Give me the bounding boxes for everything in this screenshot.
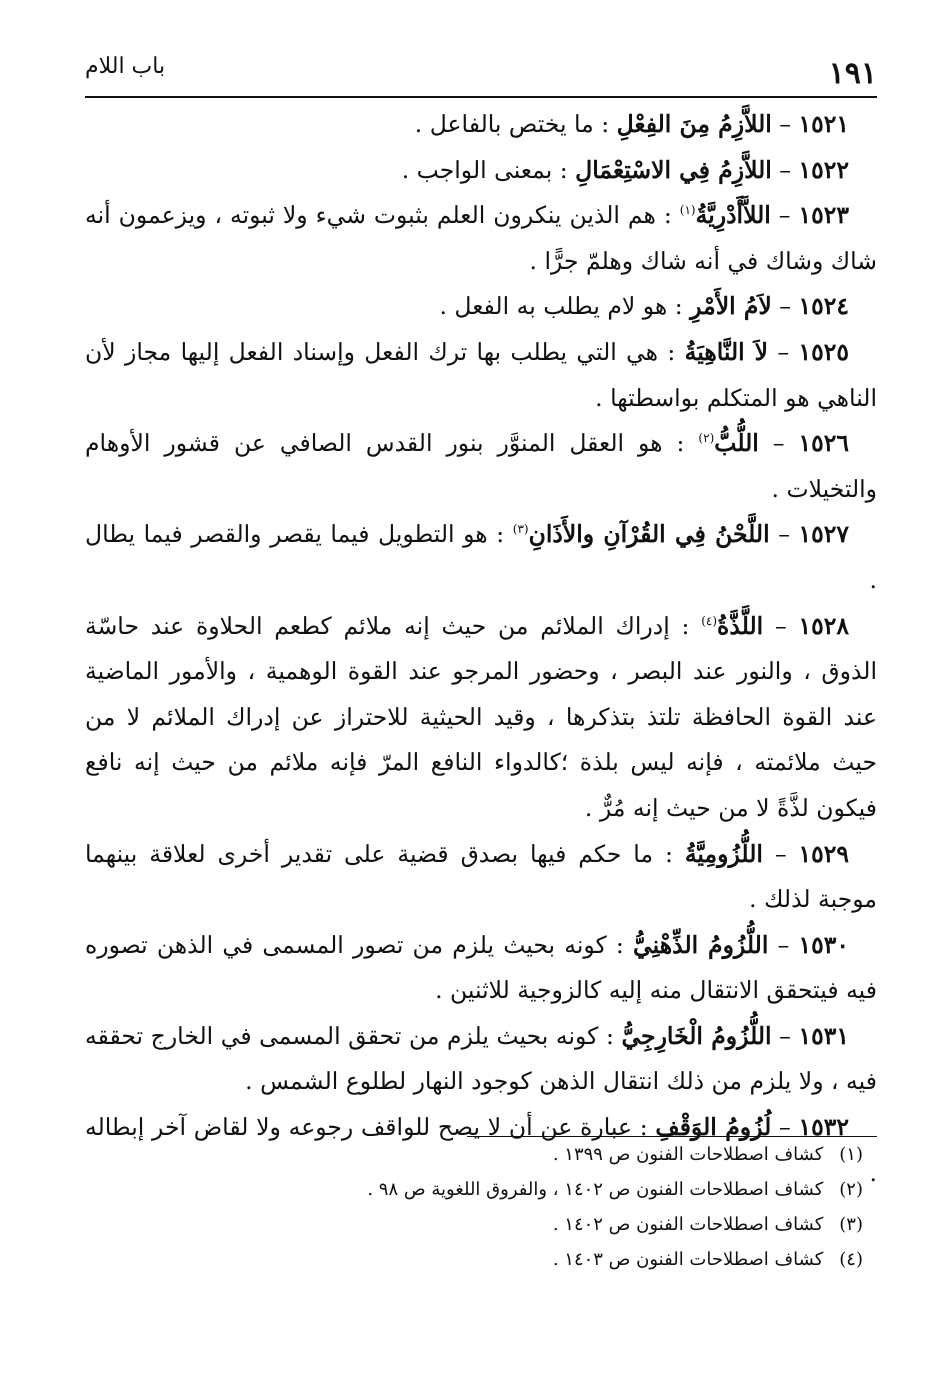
entry-1531: ١٥٣١ – اللُّزُومُ الْخَارِجِيُّ : كونه بحيث يلزم من تحقق المسمى في الخارج تحققه فيه ، ولا يلزم من ذلك انتقال الذهن كوجود النهار لطلوع الشمس .	[85, 1021, 877, 1096]
entry-number: ١٥٢٨	[798, 611, 849, 640]
entry-term: لاَمُ الأَمْرِ	[690, 292, 772, 321]
entry-term: اللاَّزِمُ فِي الاسْتِعْمَالِ	[575, 155, 772, 184]
entry-number: ١٥٢٣	[798, 201, 849, 230]
entry-term: اللَّذَّةُ	[717, 611, 764, 640]
entries-list	[85, 102, 877, 1196]
entry-1530: ١٥٣٠ – اللُّزُومُ الذِّهْنِيُّ : كونه بحيث يلزم من تصور المسمى في الذهن تصوره فيه فيتحقق الانتقال منه إليه كالزوجية للاثنين .	[85, 930, 877, 1005]
footnote-text: كشاف اصطلاحات الفنون ص ١٤٠٢ ، والفروق اللغوية ص ٩٨ .	[367, 1179, 824, 1200]
footnote-mark: (٣)	[839, 1214, 863, 1235]
footnote-text: كشاف اصطلاحات الفنون ص ١٤٠٣ .	[552, 1249, 824, 1270]
footnote-mark: (١)	[839, 1144, 863, 1165]
entry-term: اللُّبُّ	[714, 429, 759, 458]
entry-term: اللُّزُومُ الذِّهْنِيُّ	[633, 930, 769, 959]
footnote-ref[interactable]: (٢)	[698, 431, 715, 446]
entry-definition: : عبارة عن أن لا يصح للواقف رجوعه ولا لقاض آخر إبطاله .	[85, 1113, 877, 1187]
entry-number: ١٥٣٠	[798, 930, 849, 959]
entry-definition: : كونه بحيث يلزم من تصور المسمى في الذهن تصوره فيه فيتحقق الانتقال منه إليه كالزوجية للاثنين .	[85, 930, 877, 1005]
entry-1521: ١٥٢١ – اللاَّزِمُ مِنَ الفِعْلِ : ما يختص بالفاعل .	[414, 110, 849, 138]
entry-1523: ١٥٢٣ – اللاَّأَدْرِيَّةُ$^{(١)}$ : هم الذين ينكرون العلم بثبوت شيء ولا ثبوته ، ويزعمون أنه شاك وشاك في أنه شاك وهلمّ جرًّا .	[85, 201, 877, 275]
entry-definition: : هي التي يطلب بها ترك الفعل وإسناد الفعل إليها مجاز لأن الناهي هو المتكلم بواسطتها .	[85, 337, 877, 412]
entry-definition: : هو العقل المنوَّر بنور القدس الصافي عن قشور الأوهام والتخيلات .	[85, 429, 877, 503]
footnote-mark: (٤)	[839, 1249, 863, 1270]
footnote-text: كشاف اصطلاحات الفنون ص ١٤٠٢ .	[552, 1214, 824, 1235]
entry-number: ١٥٢٤	[798, 292, 849, 321]
entry-number: ١٥٢٧	[798, 520, 850, 549]
entry-1525: ١٥٢٥ – لاَ النَّاهِيَةُ : هي التي يطلب بها ترك الفعل وإسناد الفعل إليها مجاز لأن الناهي هو المتكلم بواسطتها .	[85, 337, 877, 412]
chapter-title: باب اللام	[85, 54, 166, 79]
entry-number: ١٥٣١	[798, 1021, 849, 1050]
entry-term: اللَّحْنُ فِي القُرْآنِ والأَذَانِ	[528, 520, 770, 549]
entry-term: اللاَّأَدْرِيَّةُ	[695, 201, 771, 230]
running-header	[85, 40, 877, 98]
entry-1526: ١٥٢٦ – اللُّبُّ$^{(٢)}$ : هو العقل المنوَّر بنور القدس الصافي عن قشور الأوهام والتخيلات .	[85, 429, 877, 503]
footnote-1	[85, 1137, 877, 1172]
entry-number: ١٥٢٦	[798, 429, 849, 458]
entry-number: ١٥٢٢	[798, 155, 849, 184]
entry-term: لُزُومُ الوَقْفِ	[655, 1113, 772, 1142]
page-number: ١٩١	[828, 56, 877, 91]
footnote-ref[interactable]: (٤)	[701, 613, 718, 628]
footnote-3	[85, 1207, 877, 1242]
page	[85, 40, 877, 1196]
footnote-ref[interactable]: (٣)	[512, 522, 529, 537]
entry-definition: : هو لام يطلب به الفعل .	[439, 292, 683, 321]
footnote-text: كشاف اصطلاحات الفنون ص ١٣٩٩ .	[552, 1144, 824, 1165]
footnote-mark: (٢)	[839, 1179, 863, 1200]
entry-number: ١٥٣٢	[798, 1113, 849, 1142]
entry-1522: ١٥٢٢ – اللاَّزِمُ فِي الاسْتِعْمَالِ : بمعنى الواجب .	[401, 155, 849, 184]
footnote-2	[85, 1172, 877, 1207]
entry-definition: : هو التطويل فيما يقصر والقصر فيما يطال .	[85, 520, 877, 594]
entry-term: اللُّزُومِيَّةُ	[684, 839, 763, 868]
entry-number: ١٥٢١	[798, 110, 849, 138]
entry-1529: ١٥٢٩ – اللُّزُومِيَّةُ : ما حكم فيها بصدق قضية على تقدير أخرى لعلاقة بينهما موجبة لذلك .	[85, 839, 877, 914]
entry-number: ١٥٢٥	[798, 337, 849, 366]
entry-definition: : ما حكم فيها بصدق قضية على تقدير أخرى لعلاقة بينهما موجبة لذلك .	[85, 839, 877, 914]
entry-1532: ١٥٣٢ – لُزُومُ الوَقْفِ : عبارة عن أن لا يصح للواقف رجوعه ولا لقاض آخر إبطاله .	[85, 1113, 877, 1187]
entry-definition: : هم الذين ينكرون العلم بثبوت شيء ولا ثبوته ، ويزعمون أنه شاك وشاك في أنه شاك وهلمّ جرًّا .	[85, 201, 877, 275]
entry-term: اللاَّزِمُ مِنَ الفِعْلِ	[616, 110, 772, 138]
entry-definition: : إدراك الملائم من حيث إنه ملائم كطعم الحلاوة عند حاسّة الذوق ، والنور عند البصر ، وحضور المرجو عند القوة الوهمية ، والأمور الماضية عند القوة الحافظة تلتذ بتذكرها ، وقيد الحيثية للاحتراز عن إدراك الملائم لا من حيث ملائمته ، فإنه ليس بلذة ؛كالدواء النافع المرّ فإنه ملائم من حيث إنه نافع فيكون لذَّةً لا من حيث إنه مُرٌّ .	[85, 611, 877, 822]
footnotes-section	[85, 1136, 877, 1277]
entry-1527: ١٥٢٧ – اللَّحْنُ فِي القُرْآنِ والأَذَانِ$^{(٣)}$ : هو التطويل فيما يقصر والقصر فيما يطال .	[85, 520, 877, 594]
footnote-4	[85, 1242, 877, 1277]
entry-1524: ١٥٢٤ – لاَمُ الأَمْرِ : هو لام يطلب به الفعل .	[439, 292, 849, 321]
entry-definition: : بمعنى الواجب .	[401, 155, 568, 184]
entry-term: لاَ النَّاهِيَةُ	[684, 337, 769, 366]
entry-definition: : ما يختص بالفاعل .	[414, 110, 610, 138]
entry-1528: ١٥٢٨ – اللَّذَّةُ$^{(٤)}$ : إدراك الملائم من حيث إنه ملائم كطعم الحلاوة عند حاسّة الذوق ، والنور عند البصر ، وحضور المرجو عند القوة الوهمية ، والأمور الماضية عند القوة الحافظة تلتذ بتذكرها ، وقيد الحيثية للاحتراز عن إدراك الملائم لا من حيث ملائمته ، فإنه ليس بلذة ؛كالدواء النافع المرّ فإنه ملائم من حيث إنه نافع فيكون لذَّةً لا من حيث إنه مُرٌّ .	[85, 611, 877, 822]
footnote-ref[interactable]: (١)	[679, 203, 696, 218]
entry-definition: : كونه بحيث يلزم من تحقق المسمى في الخارج تحققه فيه ، ولا يلزم من ذلك انتقال الذهن كوجود النهار لطلوع الشمس .	[85, 1021, 877, 1096]
entry-number: ١٥٢٩	[798, 839, 849, 868]
entry-term: اللُّزُومُ الْخَارِجِيُّ	[621, 1021, 772, 1050]
